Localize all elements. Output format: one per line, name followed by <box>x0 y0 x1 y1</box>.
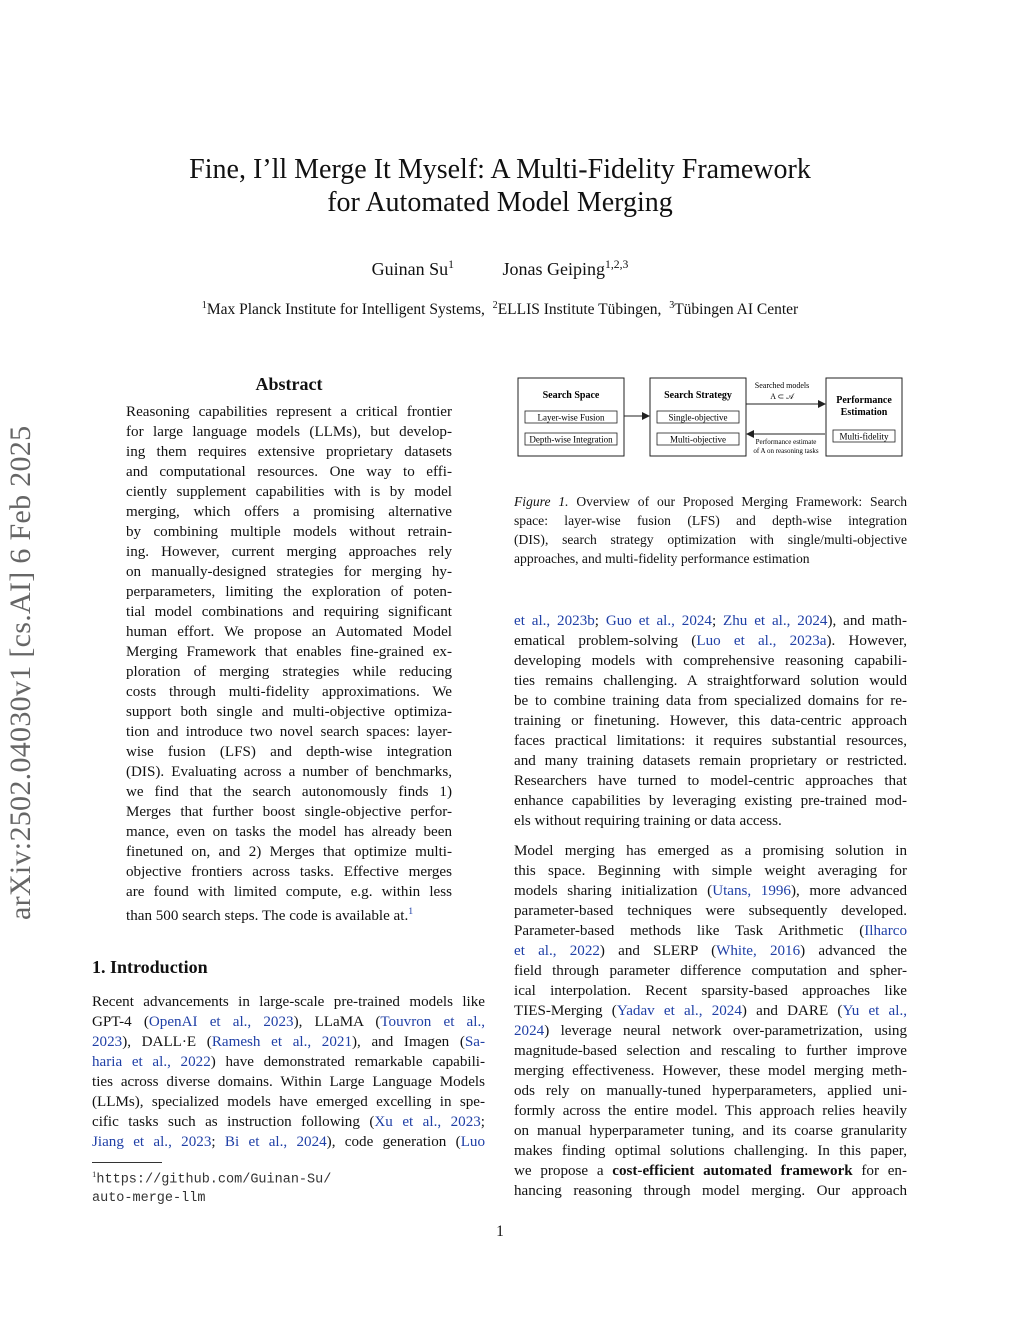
citation-link[interactable]: et al., 2023b <box>514 613 595 629</box>
caption-label: Figure 1. <box>514 494 577 509</box>
abstract-line: objective frontiers across tasks. Effective merges <box>126 864 452 880</box>
right-p1-line: et al., 2023b; Guo et al., 2024; Zhu et al., 2024), and math- <box>514 613 907 629</box>
citation-link[interactable]: Guo et al., 2024 <box>605 613 712 629</box>
right-p2-line: Parameter-based methods like Task Arithmetic (Ilharco <box>514 923 907 939</box>
author-list <box>0 258 1000 280</box>
footnote-marker[interactable]: 1 <box>408 906 414 917</box>
right-p1-line: be to combine training data from specialized domains for re- <box>514 693 907 709</box>
citation-link[interactable]: haria et al., 2022 <box>92 1054 211 1070</box>
abstract-line: ing. However, current merging approaches rely <box>126 544 452 560</box>
abstract-line: human effort. We propose an Automated Model <box>126 624 452 640</box>
footnote-rule <box>92 1162 162 1163</box>
performance-title-2: Estimation <box>840 407 888 418</box>
abstract-line: support both single and multi-objective optimiza- <box>126 704 452 720</box>
footnote-link-cont[interactable]: auto-merge-llm <box>92 1190 206 1206</box>
figure-1-diagram <box>516 376 908 460</box>
right-p2-line: models sharing initialization (Utans, 1996), more advanced <box>514 883 908 899</box>
abstract-line: we find that the search autonomously finds 1) <box>126 784 452 800</box>
right-p1-line: and many training datasets remain proprietary or restricted. <box>514 753 907 769</box>
right-p1-line: ties remains challenging. A straightforward solution would <box>514 673 907 689</box>
abstract-line: ploration of merging strategies while reducing <box>126 664 452 680</box>
author-2: Jonas Geiping$^{1,2,3}$ <box>502 258 629 279</box>
citation-link[interactable]: Touvron et al., <box>380 1014 485 1030</box>
citation-link[interactable]: Ilharco <box>864 923 907 939</box>
intro-line: Jiang et al., 2023; Bi et al., 2024), code generation (Luo <box>92 1134 486 1150</box>
right-p1-line: training or finetuning. However, this data-centric approach <box>514 713 907 729</box>
abstract-line: Merges that further boost single-objective perfor- <box>126 804 452 820</box>
right-p2-line: hancing reasoning through model merging. Our approach <box>514 1183 907 1199</box>
intro-right-paragraph-1 <box>514 611 907 831</box>
citation-link[interactable]: Luo et al., 2023a <box>696 633 827 649</box>
intro-line: haria et al., 2022) have demonstrated remarkable capabili- <box>92 1054 485 1070</box>
footnote-link[interactable]: https://github.com/Guinan-Su/ <box>96 1172 332 1188</box>
right-p2-line: on manual hyperparameter tuning, and its coarse granularity <box>514 1123 907 1139</box>
citation-link[interactable]: Sa- <box>464 1034 486 1050</box>
abstract-body <box>126 402 452 926</box>
citation-link[interactable]: 2023 <box>92 1034 123 1050</box>
abstract-line: for large language models (LLMs), but develop- <box>126 424 452 440</box>
search-strategy-title: Search Strategy <box>664 390 732 401</box>
citation-link[interactable]: Yadav et al., 2024 <box>616 1003 742 1019</box>
intro-line: GPT-4 (OpenAI et al., 2023), LLaMA (Touvron et al., <box>92 1014 485 1030</box>
right-p1-line: ematical problem-solving (Luo et al., 2023a). However, <box>514 633 908 649</box>
abstract-line: finetuned on, and 2) Merges that optimize multi- <box>126 844 452 860</box>
introduction-body <box>92 992 485 1152</box>
search-space-title: Search Space <box>542 390 600 401</box>
citation-link[interactable]: OpenAI et al., 2023 <box>148 1014 294 1030</box>
right-p2-line: 2024) leverage neural network over-parametrization, using <box>514 1023 907 1039</box>
search-strategy-item-multi: Multi-objective <box>670 434 726 445</box>
abstract-line: tial model combinations and requiring significant <box>126 604 452 620</box>
abstract-line: than 500 search steps. The code is available at.$^1$ <box>126 906 414 925</box>
bold-text: cost-efficient automated framework <box>612 1163 853 1179</box>
arxiv-identifier: arXiv:2502.04030v1 [cs.AI] 6 Feb 2025 <box>4 425 37 920</box>
citation-link[interactable]: Jiang et al., 2023 <box>92 1134 212 1150</box>
right-p2-line: we propose a cost-efficient automated framework for en- <box>514 1163 908 1179</box>
arrow-label-reasoning-tasks: of A on reasoning tasks <box>753 447 819 455</box>
abstract-line: ing them requires extensive proprietary datasets <box>126 444 452 460</box>
author-1: Guinan Su$^1$ <box>371 258 454 279</box>
citation-link[interactable]: Utans, 1996 <box>712 883 791 899</box>
performance-item-multi-fidelity: Multi-fidelity <box>839 431 889 442</box>
citation-link[interactable]: Yu et al., <box>842 1003 907 1019</box>
arrow-label-performance-estimate: Performance estimate <box>755 438 817 446</box>
right-p1-line: enhance capabilities by leveraging existing pre-trained mod- <box>514 793 907 809</box>
right-p2-line: Model merging has emerged as a promising solution in <box>514 843 907 859</box>
abstract-line: are found with limited compute, e.g. within less <box>126 884 452 900</box>
title-line-1: Fine, I’ll Merge It Myself: A Multi-Fidelity Framework <box>189 154 811 185</box>
abstract-line: Reasoning capabilities represent a critical frontier <box>126 404 452 420</box>
abstract-line: and computational resources. One way to effi- <box>126 464 452 480</box>
search-strategy-item-single: Single-objective <box>668 412 728 423</box>
right-p2-line: makes finding optimal solutions challenging. In this paper, <box>514 1143 907 1159</box>
caption-line: Figure 1. Overview of our Proposed Merging Framework: Search <box>514 494 907 509</box>
abstract-line: on manually-designed strategies for merging hy- <box>126 564 452 580</box>
caption-line: approaches, and multi-fidelity performance estimation <box>514 551 810 566</box>
search-space-item-dis: Depth-wise Integration <box>529 434 613 445</box>
citation-link[interactable]: White, 2016 <box>716 943 801 959</box>
caption-line: space: layer-wise fusion (LFS) and depth-wise integration <box>514 513 907 528</box>
affiliations: $^1$Max Planck Institute for Intelligent Systems, $^2$ELLIS Institute Tübingen, $^3$Tübingen AI Center <box>201 300 799 319</box>
right-p1-line: Researchers have turned to model-centric approaches that <box>514 773 907 789</box>
citation-link[interactable]: 2024 <box>514 1023 545 1039</box>
abstract-line: merging, which offers a promising alternative <box>126 504 452 520</box>
intro-line: ties across diverse domains. Within Large Language Models <box>92 1074 485 1090</box>
abstract-line: Merging Framework that enables fine-grained ex- <box>126 644 452 660</box>
abstract-line: wise fusion (LFS) and depth-wise integration <box>126 744 452 760</box>
intro-line: 2023), DALL·E (Ramesh et al., 2021), and Imagen (Sa- <box>92 1034 486 1050</box>
intro-line: (LLMs), specialized models have emerged excelling in spe- <box>92 1094 485 1110</box>
right-p2-line: ods rely on manually-tuned hyperparameters, applied uni- <box>514 1083 907 1099</box>
intro-line: cific tasks such as instruction following (Xu et al., 2023; <box>92 1114 485 1130</box>
right-p2-line: parameter-based techniques were subsequently developed. <box>514 903 907 919</box>
right-p1-line: els without requiring training or data access. <box>514 813 782 829</box>
page-number: 1 <box>496 1223 504 1240</box>
intro-line: Recent advancements in large-scale pre-trained models like <box>92 994 485 1010</box>
citation-link[interactable]: Ramesh et al., 2021 <box>211 1034 352 1050</box>
right-p2-line: formly across the entire model. This approach relies heavily <box>514 1103 907 1119</box>
abstract-line: tion and introduce two novel search spaces: layer- <box>126 724 452 740</box>
paper-title <box>0 153 1000 219</box>
abstract-line: (DIS). Evaluating across a number of benchmarks, <box>126 764 452 780</box>
abstract-line: perparameters, limiting the exploration of poten- <box>126 584 452 600</box>
arrow-label-subset: A ⊂ 𝒜 <box>770 392 794 401</box>
right-p1-line: developing models with comprehensive reasoning capabili- <box>514 653 907 669</box>
right-p2-line: magnitude-based selection and rescaling to further improve <box>514 1043 907 1059</box>
abstract-line: ciently supplement capabilities with is by model <box>126 484 452 500</box>
right-p2-line: TIES-Merging (Yadav et al., 2024) and DARE (Yu et al., <box>514 1003 907 1019</box>
citation-link[interactable]: Bi et al., 2024 <box>224 1134 327 1150</box>
abstract-line: costs through multi-fidelity approximations. We <box>126 684 452 700</box>
footnote: $^1$https://github.com/Guinan-Su/ auto-merge-llm <box>92 1169 332 1206</box>
right-p2-line: et al., 2022) and SLERP (White, 2016) advanced the <box>514 943 908 959</box>
abstract-line: by combining multiple models without retrain- <box>126 524 452 540</box>
introduction-heading: 1. Introduction <box>92 957 208 977</box>
abstract-line: mance, even on tasks the model has already been <box>126 824 452 840</box>
abstract-heading: Abstract <box>255 374 323 394</box>
title-line-2: for Automated Model Merging <box>327 187 673 218</box>
figure-1-caption <box>514 492 907 568</box>
right-p2-line: field through parameter difference computation and spher- <box>514 963 907 979</box>
right-p2-line: ical interpolation. Recent sparsity-based approaches like <box>514 983 907 999</box>
citation-link[interactable]: et al., 2022 <box>514 943 600 959</box>
citation-link[interactable]: Zhu et al., 2024 <box>723 613 828 629</box>
right-p2-line: merging effectiveness. However, these model merging meth- <box>514 1063 907 1079</box>
citation-link[interactable]: Xu et al., 2023 <box>374 1114 481 1130</box>
citation-link[interactable]: Luo <box>460 1134 486 1150</box>
intro-right-paragraph-2 <box>514 841 907 1201</box>
performance-title-1: Performance <box>836 395 892 406</box>
arrow-label-searched-models: Searched models <box>754 381 810 390</box>
right-p2-line: this space. Beginning with simple weight averaging for <box>514 863 907 879</box>
right-p1-line: faces practical limitations: it requires substantial resources, <box>514 733 907 749</box>
caption-line: (DIS), search strategy optimization with single/multi-objective <box>514 532 907 547</box>
search-space-item-lfs: Layer-wise Fusion <box>537 412 605 423</box>
